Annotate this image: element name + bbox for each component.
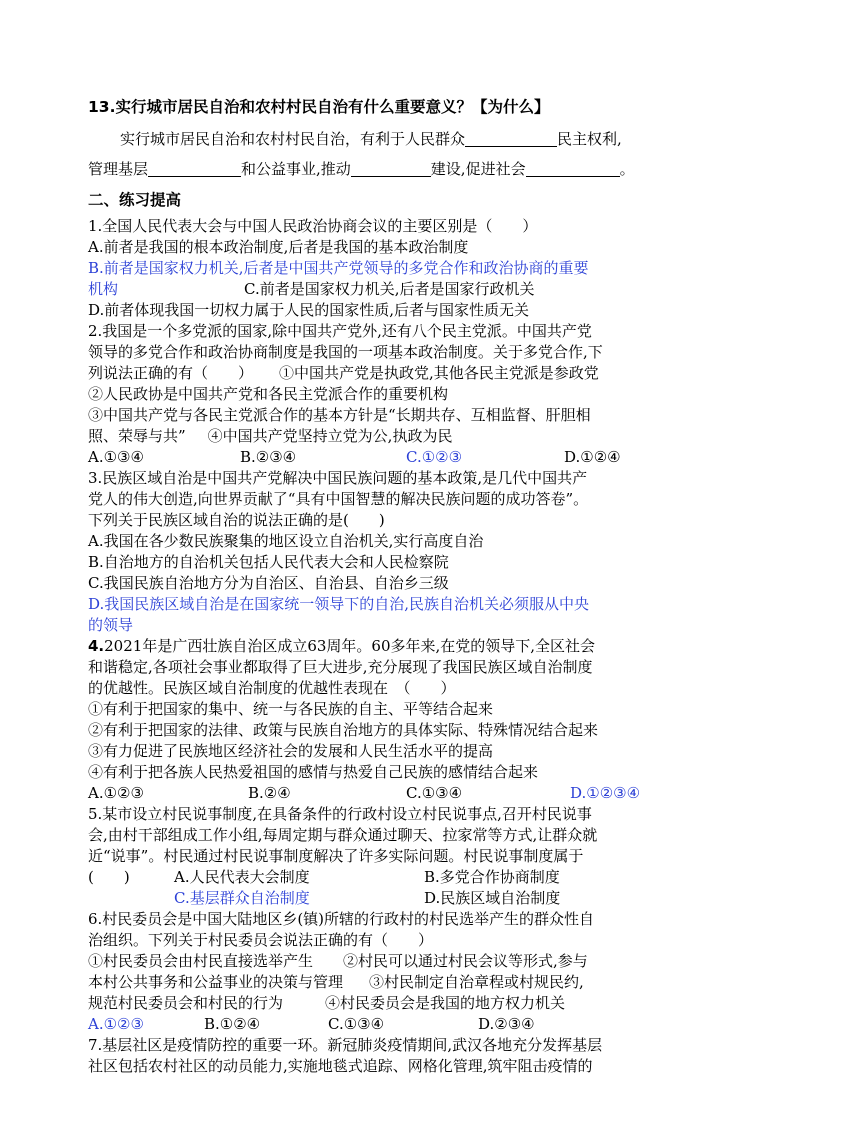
document-page	[88, 96, 698, 1077]
q2-text: 列说法正确的有（ ）	[88, 364, 254, 382]
fill-blank	[148, 160, 241, 177]
q13-text: 实行城市居民自治和农村村民自治，有利于人民群众	[120, 130, 466, 148]
q2-option-c: C.①②③	[406, 448, 463, 466]
q2-text: 照、荣辱与共”	[88, 427, 186, 445]
q6-items-2	[88, 972, 698, 993]
q4-option-a: A.①②③	[88, 784, 144, 802]
q13-title: 13.实行城市居民自治和农村村民自治有什么重要意义？【为什么】	[88, 98, 550, 116]
q3-stem-2: 党人的伟大创造,向世界贡献了“具有中国智慧的解决民族问题的成功答卷”。	[88, 490, 589, 508]
q4-item-1: ①有利于把国家的集中、统一与各民族的自主、平等结合起来	[88, 700, 494, 718]
q4-option-b: B.②④	[248, 784, 291, 802]
q1-option-b-c-line	[88, 279, 698, 300]
fill-blank	[351, 160, 431, 177]
q6-item-3: ③村民制定自治章程或村规民约,	[369, 973, 584, 991]
q3-option-d: D.我国民族区域自治是在国家统一领导下的自治,民族自治机关必须服从中央	[88, 595, 590, 613]
q4-number: 4.	[88, 637, 105, 655]
q6-item-4: ④村民委员会是我国的地方权力机关	[325, 994, 566, 1012]
q1-option-d: D.前者体现我国一切权力属于人民的国家性质,后者与国家性质无关	[88, 301, 530, 319]
q2-item-3-4	[88, 426, 698, 447]
q3-stem-1: 3.民族区域自治是中国共产党解决中国民族问题的基本政策,是几代中国共产	[88, 469, 588, 487]
q5-option-b: B.多党合作协商制度	[424, 868, 560, 886]
q5-option-d: D.民族区域自治制度	[424, 889, 561, 907]
q13-text: 管理基层	[88, 160, 149, 178]
q6-option-c: C.①③④	[328, 1015, 385, 1033]
q13-line-1	[88, 124, 698, 154]
q6-stem-1: 6.村民委员会是中国大陆地区乡(镇)所辖的行政村的村民选举产生的群众性自	[88, 910, 595, 928]
q2-item-4: ④中国共产党坚持立党为公,执政为民	[207, 427, 453, 445]
q5-options-2	[88, 888, 698, 909]
q2-stem-2: 领导的多党合作和政治协商制度是我国的一项基本政治制度。关于多党合作,下	[88, 343, 603, 361]
q6-option-b: B.①②④	[204, 1015, 261, 1033]
q6-item-2: ②村民可以通过村民会议等形式,参与	[343, 952, 588, 970]
q13-line-2	[88, 154, 698, 184]
q13-text: 建设,促进社会	[430, 160, 526, 178]
q2-stem-1: 2.我国是一个多党派的国家,除中国共产党外,还有八个民主党派。中国共产党	[88, 322, 592, 340]
q2-option-b: B.②③④	[240, 448, 297, 466]
q2-option-d: D.①②④	[564, 448, 621, 466]
q4-option-c: C.①③④	[406, 784, 463, 802]
q6-item-2-cont: 本村公共事务和公益事业的决策与管理	[88, 973, 344, 991]
q6-stem-2: 治组织。下列关于村民委员会说法正确的有（ ）	[88, 931, 434, 949]
q13-text: 和公益事业,推动	[241, 160, 351, 178]
q7-stem-2: 社区包括农村社区的动员能力,实施地毯式追踪、网格化管理,筑牢阻击疫情的	[88, 1057, 593, 1075]
q3-option-a: A.我国在各少数民族聚集的地区设立自治机关,实行高度自治	[88, 532, 484, 550]
q5-option-a: A.人民代表大会制度	[174, 868, 310, 886]
section-heading: 二、练习提高	[88, 191, 182, 209]
q3-option-b: B.自治地方的自治机关包括人民代表大会和人民检察院	[88, 553, 449, 571]
q4-options	[88, 783, 698, 804]
q5-stem-3: 近“说事”。村民通过村民说事制度解决了许多实际问题。村民说事制度属于	[88, 847, 584, 865]
q6-items-3	[88, 993, 698, 1014]
q4-text: 2021年是广西壮族自治区成立63周年。60多年来,在党的领导下,全区社会	[104, 637, 596, 655]
q5-options-1	[88, 867, 698, 888]
q4-stem-2: 和谐稳定,各项社会事业都取得了巨大进步,充分展现了我国民族区域自治制度	[88, 658, 593, 676]
q2-option-a: A.①③④	[88, 448, 144, 466]
q7-stem-1: 7.基层社区是疫情防控的重要一环。新冠肺炎疫情期间,武汉各地充分发挥基层	[88, 1036, 603, 1054]
q6-options	[88, 1014, 698, 1035]
q4-item-2: ②有利于把国家的法律、政策与民族自治地方的具体实际、特殊情况结合起来	[88, 721, 599, 739]
q2-stem-3	[88, 363, 698, 384]
q1-option-b: B.前者是国家权力机关,后者是中国共产党领导的多党合作和政治协商的重要	[88, 259, 589, 277]
q4-stem-1	[88, 636, 698, 657]
q5-stem-2: 会,由村干部组成工作小组,每周定期与群众通过聊天、拉家常等方式,让群众就	[88, 826, 598, 844]
fill-blank	[465, 130, 557, 147]
q5-option-c: C.基层群众自治制度	[174, 889, 310, 907]
q6-item-1: ①村民委员会由村民直接选举产生	[88, 952, 314, 970]
q3-option-d-cont: 的领导	[88, 616, 134, 634]
q6-option-d: D.②③④	[478, 1015, 535, 1033]
q6-option-a: A.①②③	[88, 1015, 144, 1033]
q1-stem: 1.全国人民代表大会与中国人民政治协商会议的主要区别是（ ）	[88, 217, 538, 235]
q13-text: 。	[619, 160, 635, 178]
q1-option-b-cont: 机构	[88, 280, 119, 298]
q6-items-1	[88, 951, 698, 972]
q4-stem-3: 的优越性。民族区域自治制度的优越性表现在 （ ）	[88, 679, 456, 697]
q1-option-c: C.前者是国家权力机关,后者是国家行政机关	[244, 280, 535, 298]
q2-item-3: ③中国共产党与各民主党派合作的基本方针是“长期共存、互相监督、肝胆相	[88, 406, 591, 424]
q3-stem-3: 下列关于民族区域自治的说法正确的是( )	[88, 511, 385, 529]
q13-text: 民主权利,	[557, 130, 622, 148]
q2-item-2: ②人民政协是中国共产党和各民主党派合作的重要机构	[88, 385, 449, 403]
q1-option-a: A.前者是我国的根本政治制度,后者是我国的基本政治制度	[88, 238, 469, 256]
q4-item-3: ③有力促进了民族地区经济社会的发展和人民生活水平的提高	[88, 742, 494, 760]
q4-option-d: D.①②③④	[570, 784, 641, 802]
q2-options	[88, 447, 698, 468]
q2-item-1: ①中国共产党是执政党,其他各民主党派是参政党	[279, 364, 599, 382]
q4-item-4: ④有利于把各族人民热爱祖国的感情与热爱自己民族的感情结合起来	[88, 763, 539, 781]
q6-item-3-cont: 规范村民委员会和村民的行为	[88, 994, 284, 1012]
fill-blank	[526, 160, 620, 177]
q3-option-c: C.我国民族自治地方分为自治区、自治县、自治乡三级	[88, 574, 449, 592]
q5-paren: ( )	[88, 868, 130, 886]
q5-stem-1: 5.某市设立村民说事制度,在具备条件的行政村设立村民说事点,召开村民说事	[88, 805, 592, 823]
